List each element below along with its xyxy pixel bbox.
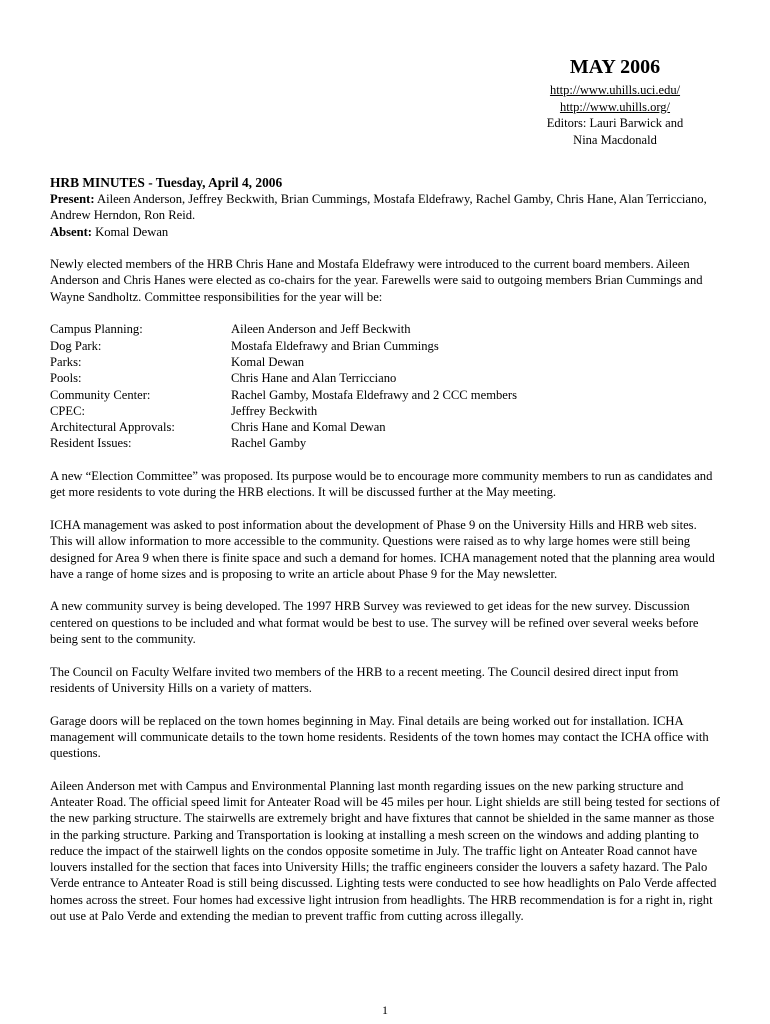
phase-9-paragraph: ICHA management was asked to post information about the development of Phase 9 on the University Hills and HRB web sites. This will allow information to more accessible to the community. Questions were raised as to why large homes were still being designed for Area 9 when there is finite space and such a demand for homes. ICHA management noted that the planning area would have a range of home sizes and is proposing to write an article about Phase 9 for the May newsletter. [50, 517, 715, 581]
role-members: Aileen Anderson and Jeff Beckwith [231, 322, 411, 337]
role-members: Rachel Gamby, Mostafa Eldefrawy and 2 CCC members [231, 387, 517, 402]
role-members: Chris Hane and Alan Terricciano [231, 371, 397, 386]
parking-structure-paragraph: Aileen Anderson met with Campus and Environmental Planning last month regarding issues on the new parking structure and Anteater Road. The official speed limit for Anteater Road will be 45 miles per hour. Light shields are still being tested for sections of the new parking structure. The stairwells are extremely bright and have fixtures that cannot be shielded in the same manner as those in the parking structure. Parking and Transportation is looking at installing a mesh screen on the windows and adding planting to reduce the impact of the stairwell lights on the condos opposite sometime in July. The traffic light on Anteater Road cannot have louvers installed for the section that faces into University Hills; the traffic engineers consider the louvers a safety hazard. The Palo Verde entrance to Anteater Road is still being discussed. Lighting tests were conducted to see how headlights on Palo Verde affected homes across the street. Four homes had excessive light intrusion from headlights. The HRB recommendation is for a right in, right out use at Palo Verde and extending the median to prevent traffic from cutting across illegally. [50, 778, 720, 924]
role-row [50, 370, 720, 386]
page-number: 1 [382, 1003, 388, 1017]
role-name: Parks: [50, 354, 82, 369]
role-name: CPEC: [50, 403, 85, 418]
role-members: Jeffrey Beckwith [231, 403, 318, 418]
issue-date: MAY 2006 [569, 56, 661, 78]
role-members: Mostafa Eldefrawy and Brian Cummings [231, 338, 439, 353]
role-members: Komal Dewan [231, 354, 305, 369]
minutes-heading: HRB MINUTES - Tuesday, April 4, 2006 [50, 175, 283, 190]
present-line [50, 191, 720, 224]
absent-line [50, 224, 720, 240]
garage-doors-paragraph: Garage doors will be replaced on the town homes beginning in May. Final details are being worked out for installation. ICHA management will communicate details to the town home residents. Residents of the town homes may contact the ICHA office with questions. [50, 713, 709, 761]
role-name: Community Center: [50, 387, 151, 402]
role-row [50, 354, 720, 370]
survey-paragraph: A new community survey is being developed. The 1997 HRB Survey was reviewed to get ideas for the new survey. Discussion centered on questions to be included and what format would be best to use. The survey will be refined over several weeks before being sent to the community. [50, 599, 699, 647]
role-name: Architectural Approvals: [50, 420, 175, 435]
absent-list: Komal Dewan [95, 224, 169, 239]
role-row [50, 403, 720, 419]
masthead [520, 54, 710, 148]
role-row [50, 435, 720, 451]
website-link-uci[interactable]: http://www.uhills.uci.edu/ [549, 83, 681, 97]
role-name: Resident Issues: [50, 436, 132, 451]
committee-roles [50, 321, 720, 451]
website-link-uhills[interactable]: http://www.uhills.org/ [559, 99, 671, 114]
role-row [50, 419, 720, 435]
role-name: Dog Park: [50, 338, 102, 353]
minutes-body [50, 174, 720, 924]
election-committee-paragraph: A new “Election Committee” was proposed. Its purpose would be to encourage more community members to run as candidates and get more residents to vote during the HRB elections. It will be discussed further at the May meeting. [50, 469, 713, 500]
present-list: Aileen Anderson, Jeffrey Beckwith, Brian Cummings, Mostafa Eldefrawy, Rachel Gamby, Chris Hane, Alan Terricciano, Andrew Herndon, Ron Reid. [50, 192, 707, 223]
role-row [50, 338, 720, 354]
role-name: Pools: [50, 371, 82, 386]
editors-line-2: Nina Macdonald [573, 132, 657, 147]
present-label: Present: [50, 192, 95, 206]
faculty-welfare-paragraph: The Council on Faculty Welfare invited two members of the HRB to a recent meeting. The Council desired direct input from residents of University Hills on a variety of matters. [50, 664, 679, 695]
intro-paragraph: Newly elected members of the HRB Chris Hane and Mostafa Eldefrawy were introduced to the current board members. Aileen Anderson and Chris Hanes were elected as co-chairs for the year. Farewells were said to outgoing members Brian Cummings and Wayne Sandholtz. Committee responsibilities for the year will be: [50, 257, 703, 304]
editors-line: Editors: Lauri Barwick and [546, 116, 684, 130]
role-name: Campus Planning: [50, 322, 143, 337]
role-members: Chris Hane and Komal Dewan [231, 420, 386, 435]
role-members: Rachel Gamby [231, 436, 307, 451]
role-row [50, 387, 720, 403]
absent-label: Absent: [50, 224, 92, 239]
role-row [50, 321, 720, 337]
